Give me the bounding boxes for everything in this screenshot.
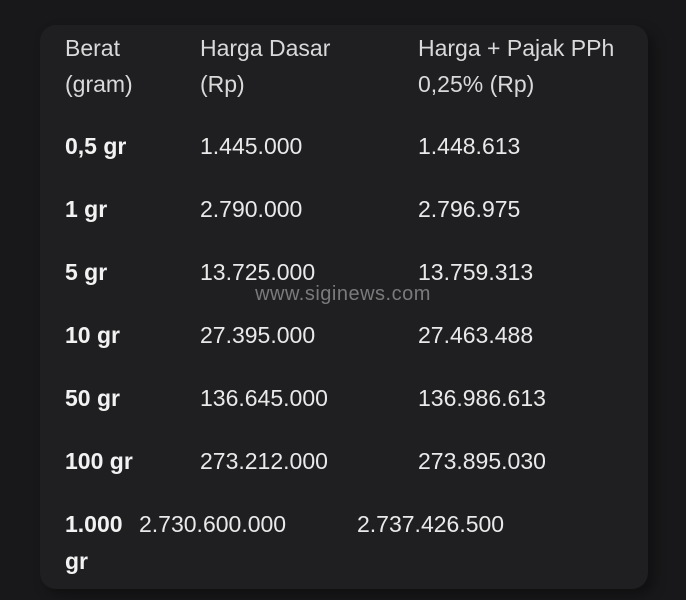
price-with-tax-cell: 2.796.975 (418, 196, 521, 222)
column-header-base-price-line2: (Rp) (200, 71, 245, 97)
price-with-tax-cell: 13.759.313 (418, 259, 534, 285)
column-header-price-with-tax-line1: Harga + Pajak PPh (418, 35, 615, 61)
price-with-tax-cell: 136.986.613 (418, 385, 546, 411)
price-table-card (40, 25, 648, 589)
column-header-weight-line1: Berat (65, 35, 120, 61)
weight-cell: 5 gr (65, 259, 108, 285)
table-row (65, 367, 630, 430)
table-header-row (65, 25, 630, 115)
weight-cell: 100 gr (65, 448, 133, 474)
table-row (65, 178, 630, 241)
table-row (65, 493, 630, 589)
weight-cell: 10 gr (65, 322, 120, 348)
base-price-cell: 2.730.600.000 (139, 511, 287, 537)
table-row (65, 115, 630, 178)
column-header-weight-line2: (gram) (65, 71, 133, 97)
table-row (65, 241, 630, 304)
price-with-tax-cell: 1.448.613 (418, 133, 521, 159)
base-price-cell: 13.725.000 (200, 259, 316, 285)
column-header-base-price (200, 30, 418, 115)
price-with-tax-cell: 27.463.488 (418, 322, 534, 348)
column-header-price-with-tax (418, 30, 630, 115)
base-price-cell: 273.212.000 (200, 448, 328, 474)
base-price-cell: 27.395.000 (200, 322, 316, 348)
price-with-tax-cell: 2.737.426.500 (357, 511, 505, 537)
column-header-base-price-line1: Harga Dasar (200, 35, 331, 61)
table-row (65, 430, 630, 493)
base-price-cell: 2.790.000 (200, 196, 303, 222)
weight-cell: 0,5 gr (65, 133, 127, 159)
column-header-weight (65, 30, 200, 115)
base-price-cell: 1.445.000 (200, 133, 303, 159)
base-price-cell: 136.645.000 (200, 385, 328, 411)
table-row (65, 304, 630, 367)
weight-cell: 50 gr (65, 385, 120, 411)
column-header-price-with-tax-line2: 0,25% (Rp) (418, 71, 535, 97)
watermark: www.siginews.com (255, 283, 431, 305)
price-with-tax-cell: 273.895.030 (418, 448, 546, 474)
weight-cell: 1 gr (65, 196, 108, 222)
weight-cell: 1.000 gr (65, 511, 123, 574)
table-body (65, 115, 630, 589)
